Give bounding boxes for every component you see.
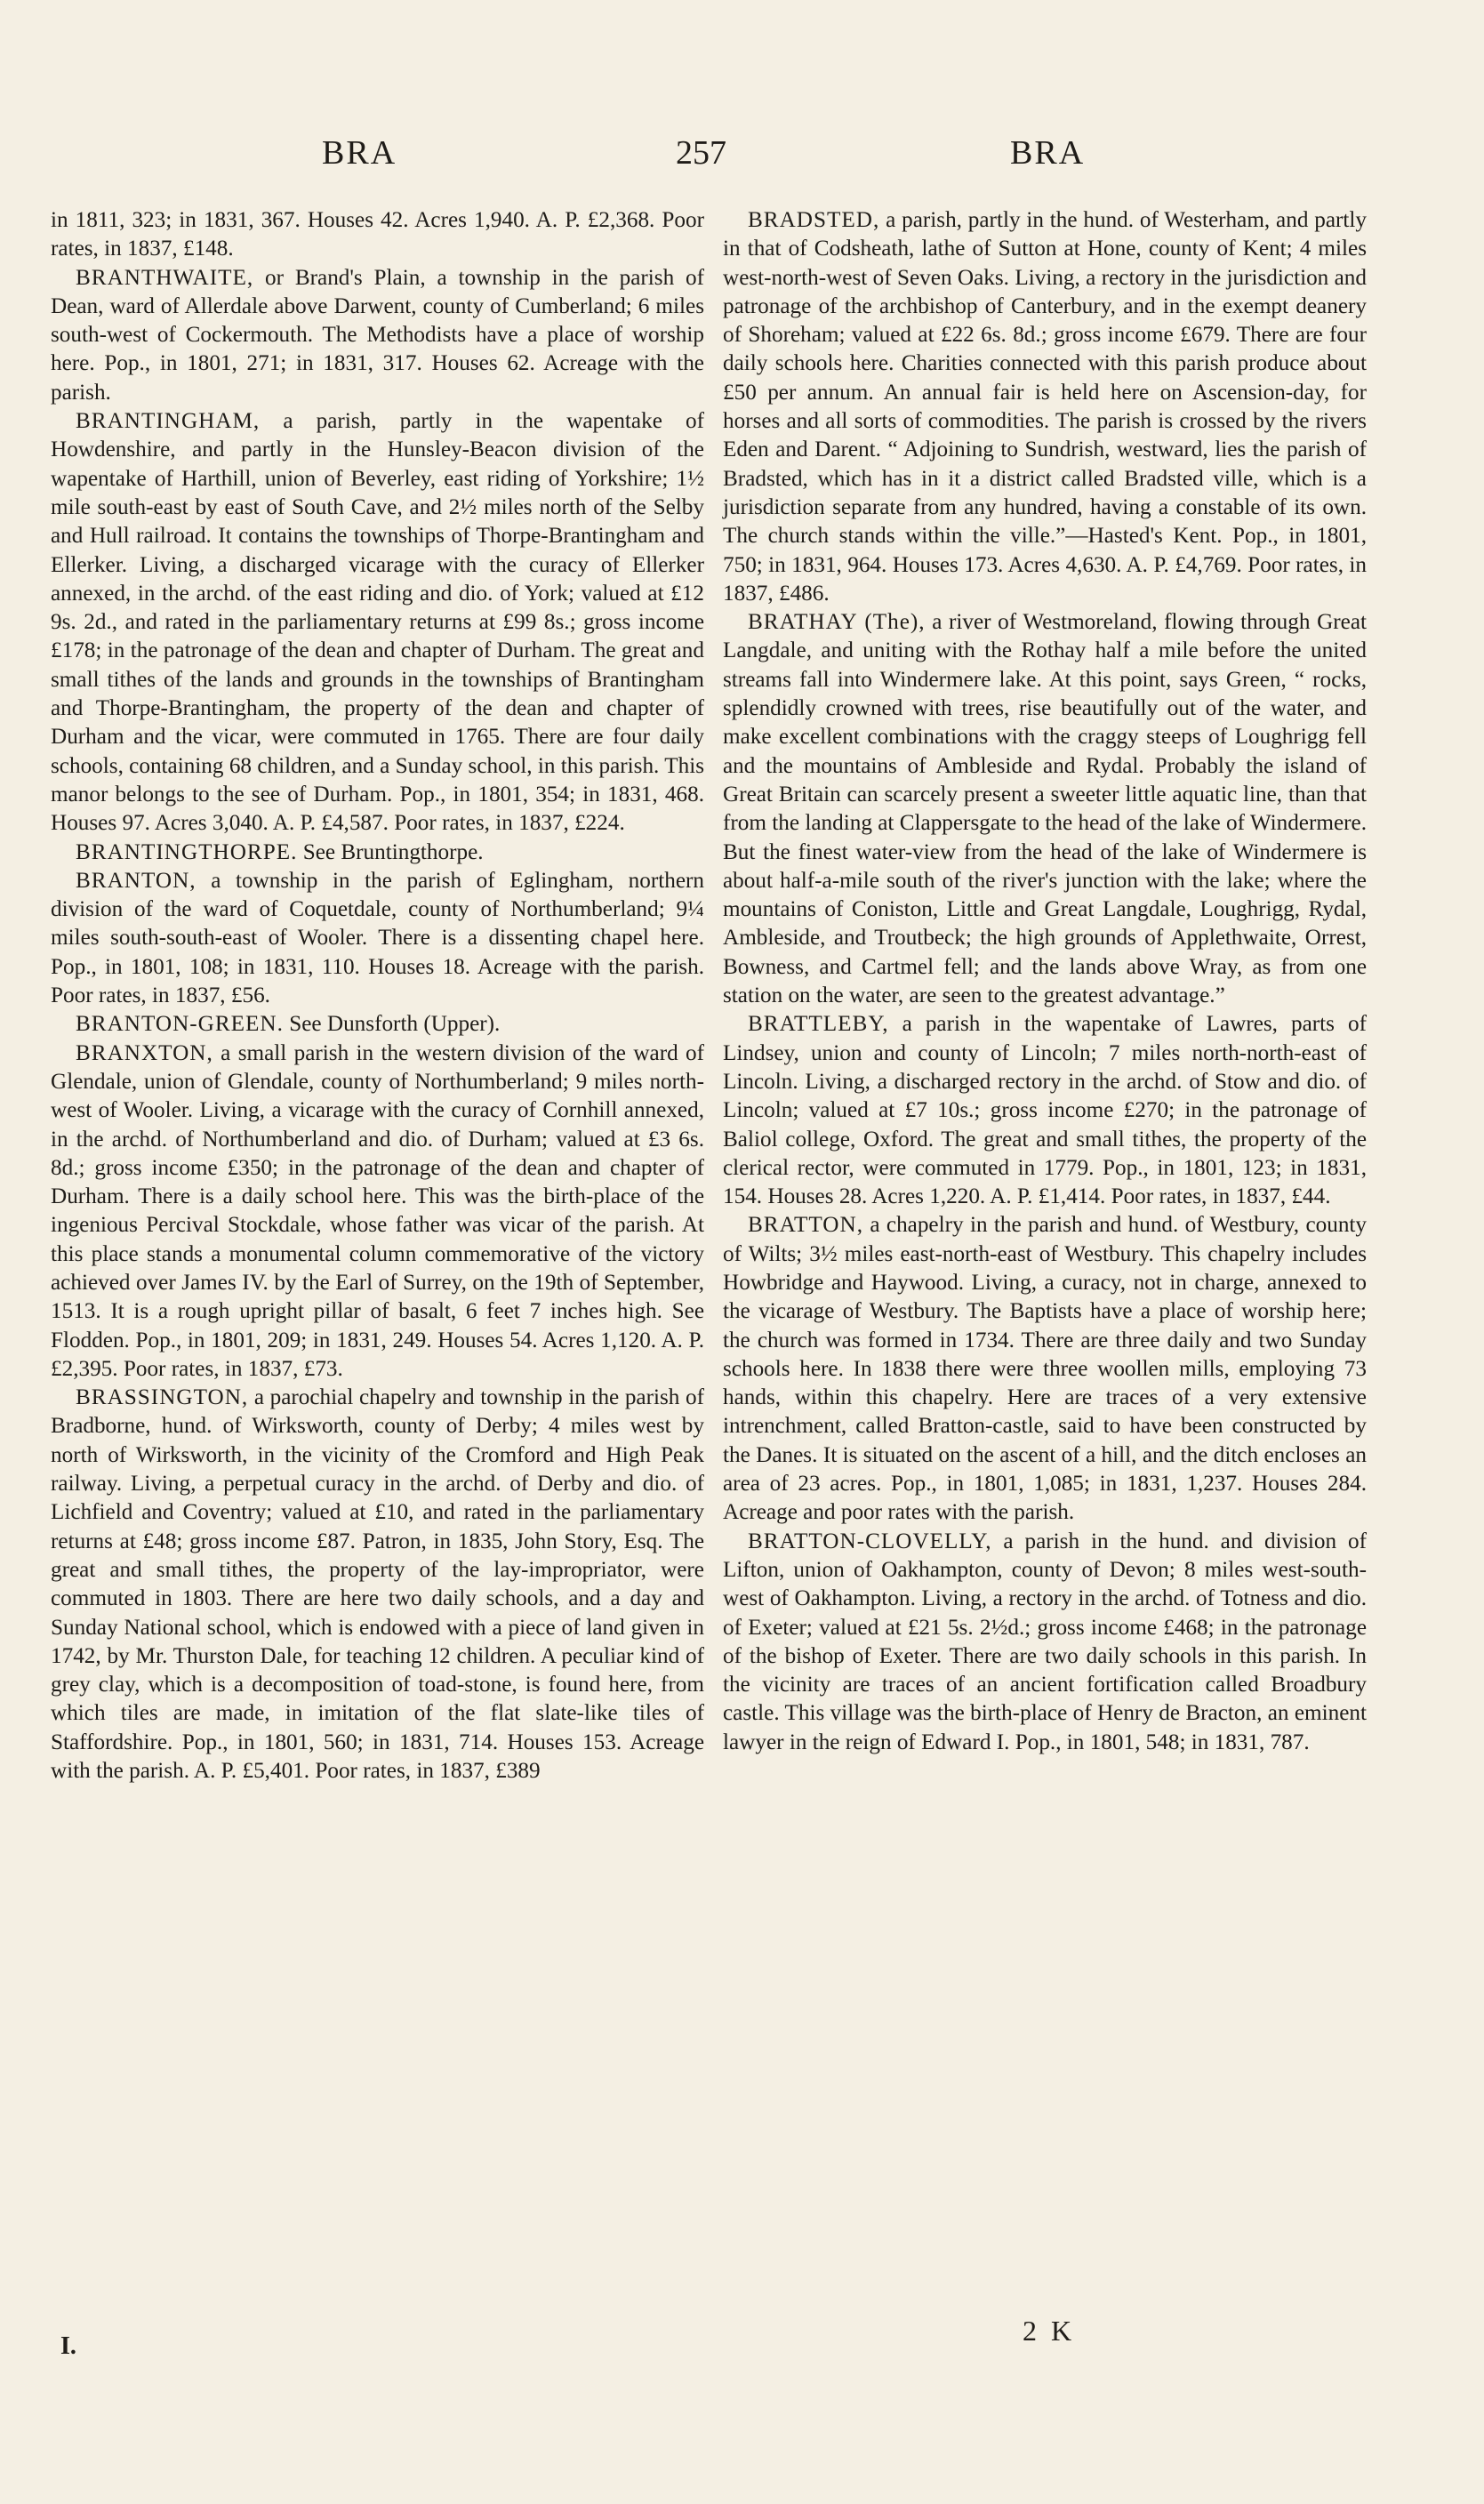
entry-text: in 1811, 323; in 1831, 367. Houses 42. Acres 1,940. A. P. £2,368. Poor rates, in 1837, £148.: [51, 208, 704, 261]
entry: [51, 839, 704, 867]
left-column: [51, 206, 704, 1786]
entry: [51, 867, 704, 1010]
right-column: [723, 206, 1367, 1757]
entry-head: BRANXTON,: [76, 1040, 213, 1065]
entry-text: a parish, partly in the hund. of Westerham, and partly in that of Codsheath, lathe of Sutton at Hone, county of Kent; 4 miles west-north-west of Seven Oaks. Living, a rectory in the jurisdiction and patronage of the archbishop of Canterbury, and in the exempt deanery of Shoreham; valued at £22 6s. 8d.; gross income £679. There are four daily schools here. Charities connected with this parish produce about £50 per annum. An annual fair is held here on Ascension-day, for horses and all sorts of commodities. The parish is crossed by the rivers Eden and Darent. “ Adjoining to Sundrish, westward, lies the parish of Bradsted, which has in it a district called Bradsted ville, which is a jurisdiction separate from any hundred, having a constable of its own. The church stands within the ville.”—Hasted's Kent. Pop., in 1801, 750; in 1831, 964. Houses 173. Acres 4,630. A. P. £4,769. Poor rates, in 1837, £486.: [723, 208, 1367, 606]
entry: [51, 1010, 704, 1039]
entry-head: BRATTON-CLOVELLY,: [748, 1529, 992, 1553]
header-right-word: BRA: [1010, 134, 1086, 172]
entry-text: a township in the parish of Eglingham, northern division of the ward of Coquetdale, county of Northumberland; 9¼ miles south-south-east of Wooler. There is a dissenting chapel here. Pop., in 1801, 108; in 1831, 110. Houses 18. Acreage with the parish. Poor rates, in 1837, £56.: [51, 868, 705, 1008]
header-left-word: BRA: [322, 134, 397, 172]
entry-head: BRATTLEBY,: [748, 1012, 889, 1037]
entry-head: BRANTINGTHORPE.: [76, 839, 298, 864]
signature-mark-left: I.: [60, 2332, 76, 2360]
entry-head: BRASSINGTON,: [76, 1385, 249, 1410]
entry: [51, 1039, 704, 1384]
entry-text: See Dunsforth (Upper).: [289, 1012, 501, 1037]
entry-head: BRANTON-GREEN.: [76, 1012, 284, 1037]
entry-head: BRATTON,: [748, 1213, 863, 1238]
entry: [51, 264, 704, 407]
signature-mark-right: 2 K: [1023, 2315, 1076, 2347]
entry-head: BRADSTED,: [748, 208, 880, 232]
entry: [51, 206, 704, 264]
entry-text: a river of Westmoreland, flowing through Great Langdale, and uniting with the Rothay half a mile before the united streams fall into Windermere lake. At this point, says Green, “ rocks, splendidly crowned with trees, rise beautifully out of the water, and make excellent combinations with the craggy steeps of Loughrigg fell and the mountains of Ambleside and Rydal. Probably the island of Great Britain can scarcely present a sweeter little aquatic line, than that from the landing at Clappersgate to the head of the lake of Windermere. But the finest water-view from the head of the lake of Windermere is about half-a-mile south of the river's junction with the lake; where the mountains of Coniston, Little and Great Langdale, Loughrigg, Rydal, Ambleside, and Troutbeck; the high grounds of Applethwaite, Orrest, Bowness, and Cartmel fell; and the lands above Wray, as from one station on the water, are seen to the greatest advantage.”: [723, 610, 1368, 1008]
entry-head: BRANTINGHAM,: [76, 409, 261, 434]
page-number: 257: [676, 134, 726, 172]
entry-head: BRATHAY (The),: [748, 610, 926, 635]
entry-text: a parish in the wapentake of Lawres, parts of Lindsey, union and county of Lincoln; 7 miles north-north-east of Lincoln. Living, a discharged rectory in the archd. of Stow and dio. of Lincoln; valued at £7 10s.; gross income £270; in the patronage of Baliol college, Oxford. The great and small tithes, the property of the clerical rector, were commuted in 1779. Pop., in 1801, 123; in 1831, 154. Houses 28. Acres 1,220. A. P. £1,414. Poor rates, in 1837, £44.: [723, 1012, 1367, 1209]
entry-text: a parochial chapelry and township in the parish of Bradborne, hund. of Wirksworth, county of Derby; 4 miles west by north of Wirksworth, in the vicinity of the Cromford and High Peak railway. Living, a perpetual curacy in the archd. of Derby and dio. of Lichfield and Coventry; valued at £10, and rated in the parliamentary returns at £48; gross income £87. Patron, in 1835, John Story, Esq. The great and small tithes, the property of the lay-impropriator, were commuted in 1803. There are here two daily schools, and a day and Sunday National school, which is endowed with a piece of land given in 1742, by Mr. Thurston Dale, for teaching 12 children. A peculiar kind of grey clay, which is a decomposition of toad-stone, is found here, from which tiles are made, in imitation of the flat slate-like tiles of Staffordshire. Pop., in 1801, 560; in 1831, 714. Houses 153. Acreage with the parish. A. P. £5,401. Poor rates, in 1837, £389: [51, 1385, 704, 1784]
entry-text: See Bruntingthorpe.: [302, 839, 484, 864]
running-header: [0, 133, 1484, 178]
entry-text: a parish, partly in the wapentake of Howdenshire, and partly in the Hunsley-Beacon division of the wapentake of Harthill, union of Beverley, east riding of Yorkshire; 1½ mile south-east by east of South Cave, and 2½ miles north of the Selby and Hull railroad. It contains the townships of Thorpe-Brantingham and Ellerker. Living, a discharged vicarage with the curacy of Ellerker annexed, in the archd. of the east riding and dio. of York; valued at £12 9s. 2d., and rated in the parliamentary returns at £99 8s.; gross income £178; in the patronage of the dean and chapter of Durham. The great and small tithes of the lands and grounds in the townships of Brantingham and Thorpe-Brantingham, the property of the dean and chapter of Durham and the vicar, were commuted in 1765. There are four daily schools, containing 68 children, and a Sunday school, in this parish. This manor belongs to the see of Durham. Pop., in 1801, 354; in 1831, 468. Houses 97. Acres 3,040. A. P. £4,587. Poor rates, in 1837, £224.: [51, 409, 704, 836]
entry-text: or Brand's Plain, a township in the parish of Dean, ward of Allerdale above Darwent, county of Cumberland; 6 miles south-west of Cockermouth. The Methodists have a place of worship here. Pop., in 1801, 271; in 1831, 317. Houses 62. Acreage with the parish.: [51, 265, 705, 405]
entry: [723, 608, 1367, 1010]
entry-head: BRANTHWAITE,: [76, 265, 254, 290]
entry-head: BRANTON,: [76, 868, 197, 893]
entry-text: a small parish in the western division of the ward of Glendale, union of Glendale, county of Northumberland; 9 miles north-west of Wooler. Living, a vicarage with the curacy of Cornhill annexed, in the archd. of Northumberland and dio. of Durham; valued at £3 6s. 8d.; gross income £350; in the patronage of the dean and chapter of Durham. There is a daily school here. This was the birth-place of the ingenious Percival Stockdale, whose father was vicar of the parish. At this place stands a monumental column commemorative of the victory achieved over James IV. by the Earl of Surrey, on the 19th of September, 1513. It is a rough upright pillar of basalt, 6 feet 7 inches high. See Flodden. Pop., in 1801, 209; in 1831, 249. Houses 54. Acres 1,120. A. P. £2,395. Poor rates, in 1837, £73.: [51, 1040, 705, 1381]
entry: [723, 1211, 1367, 1527]
entry: [723, 1528, 1367, 1757]
entry: [723, 1010, 1367, 1211]
entry: [723, 206, 1367, 608]
entry: [51, 1384, 704, 1786]
entry: [51, 407, 704, 838]
entry-text: a parish in the hund. and division of Lifton, union of Oakhampton, county of Devon; 8 miles west-south-west of Oakhampton. Living, a rectory in the archd. of Totness and dio. of Exeter; valued at £21 5s. 2½d.; gross income £468; in the patronage of the bishop of Exeter. There are two daily schools in this parish. In the vicinity are traces of an ancient fortification called Broadbury castle. This village was the birth-place of Henry de Bracton, an eminent lawyer in the reign of Edward I. Pop., in 1801, 548; in 1831, 787.: [723, 1529, 1367, 1754]
entry-text: a chapelry in the parish and hund. of Westbury, county of Wilts; 3½ miles east-north-east of Westbury. This chapelry includes Howbridge and Haywood. Living, a curacy, not in charge, annexed to the vicarage of Westbury. The Baptists have a place of worship here; the church was formed in 1734. There are three daily and two Sunday schools here. In 1838 there were three woollen mills, employing 73 hands, within this chapelry. Here are traces of a very extensive intrenchment, called Bratton-castle, said to have been constructed by the Danes. It is situated on the ascent of a hill, and the ditch encloses an area of 23 acres. Pop., in 1801, 1,085; in 1831, 1,237. Houses 284. Acreage and poor rates with the parish.: [723, 1213, 1368, 1525]
